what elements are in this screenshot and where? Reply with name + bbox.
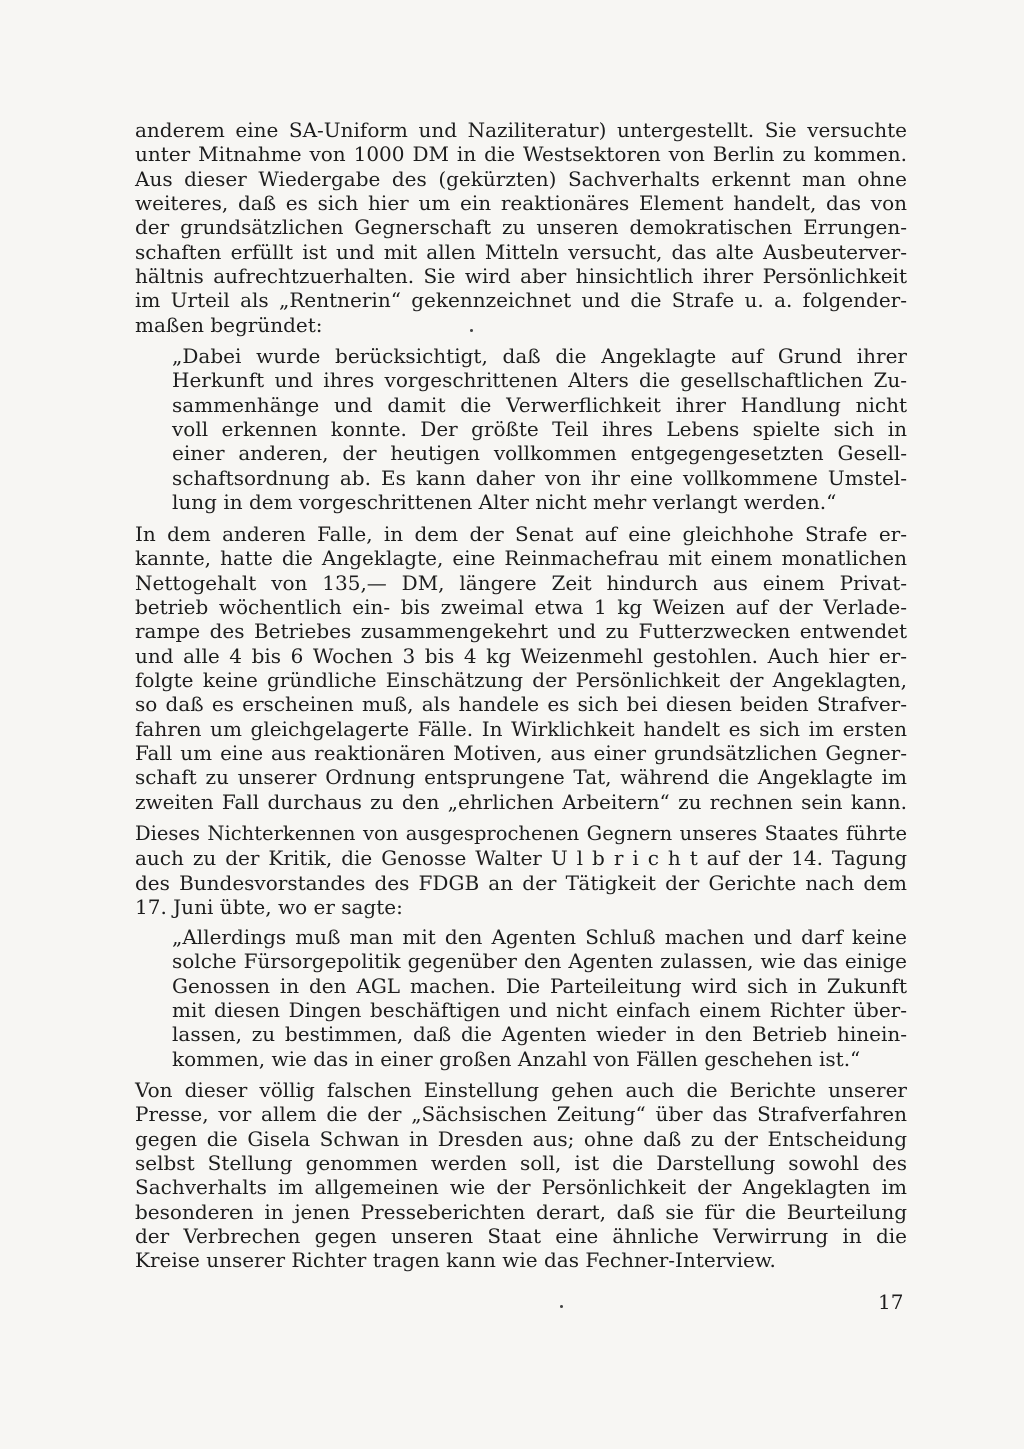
text-line: einer anderen, der heutigen vollkommen entgegengesetzten Gesell- <box>172 441 907 466</box>
text-line: Kreise unserer Richter tragen kann wie das Fechner-Interview. <box>135 1248 776 1273</box>
text-line: Nettogehalt von 135,— DM, längere Zeit hindurch aus einem Privat- <box>135 570 907 595</box>
text-line: der grundsätzlichen Gegnerschaft zu unseren demokratischen Errungen- <box>135 215 907 240</box>
text-line: „Dabei wurde berücksichtigt, daß die Angeklagte auf Grund ihrer <box>172 344 907 368</box>
text-line: 17. Juni übte, wo er sagte: <box>135 895 403 920</box>
text-line: der Verbrechen gegen unseren Staat eine ähnliche Verwirrung in die <box>135 1224 907 1249</box>
text-line: weiteres, daß es sich hier um ein reaktionäres Element handelt, das von <box>135 191 907 216</box>
text-line: schaften erfüllt ist und mit allen Mitteln versucht, das alte Ausbeuterver- <box>135 239 907 264</box>
text-line: Von dieser völlig falschen Einstellung gehen auch die Berichte unserer <box>135 1078 907 1102</box>
block-quote-2 <box>172 925 907 1071</box>
text-line: Herkunft und ihres vorgeschrittenen Alters die gesellschaftlichen Zu- <box>172 368 907 393</box>
text-line: Sachverhalts im allgemeinen wie der Persönlichkeit der Angeklagten im <box>135 1175 907 1200</box>
text-line: voll erkennen konnte. Der größte Teil ihres Lebens spielte sich in <box>172 417 907 442</box>
text-line: lassen, zu bestimmen, daß die Agenten wieder in den Betrieb hinein- <box>172 1022 907 1047</box>
text-line: Dieses Nichterkennen von ausgesprochenen Gegnern unseres Staates führte <box>135 822 907 845</box>
text-line: sammenhänge und damit die Verwerflichkeit ihrer Handlung nicht <box>172 392 907 417</box>
text-line: so daß es erscheinen muß, als handele es sich bei diesen beiden Strafver- <box>135 692 907 717</box>
text-line: kannte, hatte die Angeklagte, eine Reinmachefrau mit einem monatlichen <box>135 546 907 571</box>
text-line: schaftsordnung ab. Es kann daher von ihr eine vollkommene Umstel- <box>172 465 907 490</box>
text-line: auch zu der Kritik, die Genosse Walter U l b r i c h t auf der 14. Tagung <box>135 846 907 871</box>
paragraph-1 <box>135 118 907 337</box>
text-line: besonderen in jenen Presseberichten derart, daß sie für die Beurteilung <box>135 1199 907 1224</box>
text-line: des Bundesvorstandes des FDGB an der Tätigkeit der Gerichte nach dem <box>135 870 907 895</box>
block-quote-1 <box>172 344 907 514</box>
text-line: Fall um eine aus reaktionären Motiven, aus einer grundsätzlichen Gegner- <box>135 741 907 766</box>
text-line: im Urteil als „Rentnerin“ gekennzeichnet und die Strafe u. a. folgender- <box>135 288 907 313</box>
text-line: unter Mitnahme von 1000 DM in die Westsektoren von Berlin zu kommen. <box>135 142 907 167</box>
text-line: Presse, vor allem die der „Sächsischen Zeitung“ über das Strafverfahren <box>135 1102 907 1127</box>
text-line: betrieb wöchentlich ein- bis zweimal etwa 1 kg Weizen auf der Verlade- <box>135 595 907 620</box>
text-line: anderem eine SA-Uniform und Naziliteratur) untergestellt. Sie versuchte <box>135 118 907 142</box>
text-line: solche Fürsorgepolitik gegenüber den Agenten zulassen, wie das einige <box>172 949 907 974</box>
text-line: fahren um gleichgelagerte Fälle. In Wirklichkeit handelt es sich im ersten <box>135 716 907 741</box>
page-number: 17 <box>878 1290 904 1314</box>
text-line: maßen begründet: <box>135 312 323 337</box>
text-line: folgte keine gründliche Einschätzung der Persönlichkeit der Angeklagten, <box>135 668 907 693</box>
text-line: hältnis aufrechtzuerhalten. Sie wird aber hinsichtlich ihrer Persönlichkeit <box>135 264 907 289</box>
text-line: selbst Stellung genommen werden soll, ist die Darstellung sowohl des <box>135 1151 907 1176</box>
text-line: Aus dieser Wiedergabe des (gekürzten) Sachverhalts erkennt man ohne <box>135 166 907 191</box>
scan-speck <box>470 329 473 332</box>
text-line: zweiten Fall durchaus zu den „ehrlichen Arbeitern“ zu rechnen sein kann. <box>135 789 907 814</box>
text-line: lung in dem vorgeschrittenen Alter nicht mehr verlangt werden.“ <box>172 490 837 515</box>
text-line: rampe des Betriebes zusammengekehrt und zu Futterzwecken entwendet <box>135 619 907 644</box>
text-line: gegen die Gisela Schwan in Dresden aus; ohne daß zu der Entscheidung <box>135 1126 907 1151</box>
text-line: „Allerdings muß man mit den Agenten Schluß machen und darf keine <box>172 925 907 949</box>
text-line: mit diesen Dingen beschäftigen und nicht einfach einem Richter über- <box>172 998 907 1023</box>
scan-speck <box>560 1305 563 1308</box>
paragraph-2 <box>135 522 907 814</box>
text-line: und alle 4 bis 6 Wochen 3 bis 4 kg Weizenmehl gestohlen. Auch hier er- <box>135 643 907 668</box>
paragraph-3 <box>135 822 907 919</box>
text-line: schaft zu unserer Ordnung entsprungene Tat, während die Angeklagte im <box>135 765 907 790</box>
paragraph-4 <box>135 1078 907 1273</box>
text-line: Genossen in den AGL machen. Die Parteileitung wird sich in Zukunft <box>172 973 907 998</box>
text-line: In dem anderen Falle, in dem der Senat auf eine gleichhohe Strafe er- <box>135 522 907 546</box>
text-line: kommen, wie das in einer großen Anzahl von Fällen geschehen ist.“ <box>172 1046 861 1071</box>
